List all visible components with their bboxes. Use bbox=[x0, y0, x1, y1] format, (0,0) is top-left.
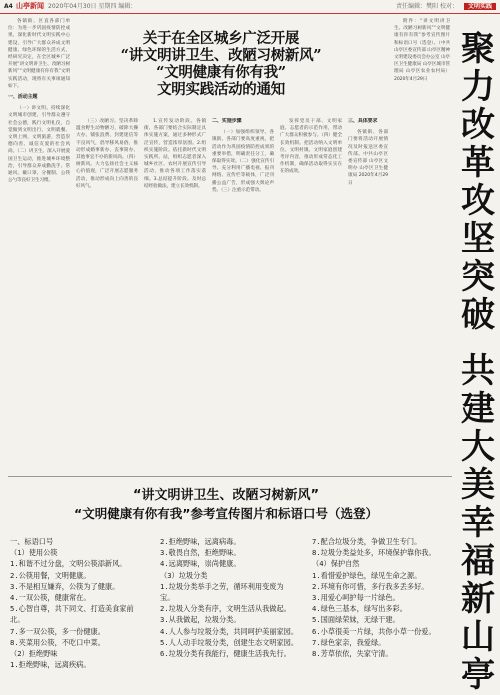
editor-info bbox=[396, 0, 496, 13]
slogan-item: 8.芳草依依，失家守清。 bbox=[312, 649, 393, 659]
slogan-item: 4.人人参与垃圾分类，共同呵护美丽家园。 bbox=[160, 626, 299, 636]
slogan-char: 力 bbox=[461, 67, 495, 107]
slogan-item: 5.国面绿荣妹，无绿干建。 bbox=[312, 615, 400, 625]
slogan-item: 1.和谐不过分盘，文明公筷添新风。 bbox=[10, 559, 127, 569]
slogan-char: 革 bbox=[461, 143, 495, 183]
slogan-item: 1.垃圾分类举手之劳，循环利用变废为 bbox=[160, 581, 284, 591]
slogan-item: 北。 bbox=[10, 615, 25, 625]
article-column bbox=[144, 118, 206, 458]
article-column bbox=[348, 118, 388, 458]
slogan-item: 4.远离野味，崇尚健康。 bbox=[160, 559, 241, 569]
slogan-item: 8.垃圾分类益处多，环境保护靠你我。 bbox=[312, 548, 436, 558]
article-column bbox=[280, 118, 342, 458]
slogan-char: 建 bbox=[461, 389, 495, 429]
slogan-char: 破 bbox=[461, 295, 495, 335]
headline-line: 文明实践活动的通知 bbox=[157, 81, 285, 98]
slogan-item: 3.从我做起，垃圾分类。 bbox=[160, 615, 241, 625]
slogan-list bbox=[160, 536, 305, 659]
section-badge: 文明实践 bbox=[464, 3, 496, 10]
subhead: 一、活动主题 bbox=[8, 94, 38, 101]
slogan-item: 5.人人动手垃圾分类，创建生态文明家园。 bbox=[160, 637, 299, 647]
issue-date: 2020年04月30日 星期四 编辑： bbox=[48, 3, 137, 10]
slogan-item: 1.看惜爱护绿色，绿见生命之源。 bbox=[312, 570, 422, 580]
slogan-char: 坚 bbox=[461, 219, 495, 259]
slogan-item: 1.拒绝野味，远离疾病。 bbox=[10, 660, 91, 670]
slogan-item: 3.用爱心呵护每一片绿色。 bbox=[312, 593, 400, 603]
slogan-list bbox=[10, 536, 155, 670]
slogan-item: 一、标语口号 bbox=[10, 537, 54, 546]
bottom-subtitle: “文明健康有你有我”参考宣传图片和标语口号（选登） bbox=[74, 506, 378, 521]
column-paragraph: 发挥党员干部、文明家庭、志愿者的示范作用，带动广大群众积极参与。（四）健全长效机制。把活动纳入文明单位、文明村镇、文明家庭创建考评内容，推动形成常态化工作机制，确保活动取得实实在在的成效。 bbox=[280, 119, 342, 175]
slogan-item: 2.拒绝野味，远离病毒。 bbox=[160, 537, 241, 546]
slogan-item: 2.环境有你可惜，多行我多丢多好。 bbox=[312, 581, 429, 591]
bottom-title: “讲文明讲卫生、改陋习树新风” bbox=[132, 488, 320, 503]
column-paragraph: （一）加强组织领导。各镇街、各部门要高度重视，把活动作为巩固疫情防控成果的重要举措，明确责任分工，确保取得实效。（二）强化宣传引导。充分利用广播电视、报刊网络、宣传栏等载体，广泛刊播公益广告，形成强大舆论声势。（三）注重示范带动。 bbox=[212, 130, 274, 193]
headline-line: 关于在全区城乡广泛开展 bbox=[142, 30, 300, 47]
slogan-char: 共 bbox=[461, 351, 495, 391]
slogan-list bbox=[312, 536, 452, 659]
slogan-item: 5.心智自尊，共下同文、打造美食家前 bbox=[10, 604, 134, 614]
article-sidebar bbox=[394, 18, 450, 458]
article bbox=[0, 14, 452, 474]
slogan-item: 宝。 bbox=[160, 593, 175, 603]
slogan-item: 6.垃圾分类有我能行，健康生活我先行。 bbox=[160, 649, 291, 659]
column-paragraph: 1.宣传发动阶段。各镇街、各部门要结合实际制定具体实施方案，通过多种形式广泛宣传，营造浓厚氛围。2.组织实施阶段。依托新时代文明实践所、站，组织志愿者深入城乡社区、农村开展宣传引导活动，推动各项工作落实落细。3.总结提升阶段。及时总结经验做法，建立长效机制。 bbox=[144, 119, 206, 189]
article-column bbox=[8, 18, 70, 458]
slogan-char: 攻 bbox=[461, 181, 495, 221]
newspaper-brand: 山亭新闻 bbox=[16, 2, 44, 10]
slogan-char: 幸 bbox=[461, 503, 495, 543]
slogan-item: 6.小草很美一片绿，共你小草一份爱。 bbox=[312, 626, 436, 636]
vertical-slogan bbox=[458, 30, 498, 694]
slogan-item: 2.垃圾入分类有序，文明生活从我做起。 bbox=[160, 604, 291, 614]
slogan-char: 山 bbox=[461, 617, 495, 657]
slogan-item: 4.绿色三基本，绿写出多彩。 bbox=[312, 604, 407, 614]
article-column bbox=[76, 118, 138, 458]
slogan-char: 突 bbox=[461, 257, 495, 297]
slogan-item: 7.绿色家亲，我爱绿。 bbox=[312, 637, 386, 647]
slogan-item: 4.一双公筷，健康常在。 bbox=[10, 593, 91, 603]
slogan-item: 7.多一双公筷，多一份健康。 bbox=[10, 626, 105, 636]
page-header bbox=[0, 0, 500, 14]
slogan-char: 聚 bbox=[461, 29, 495, 69]
slogan-char: 美 bbox=[461, 465, 495, 505]
slogan-item: （3）垃圾分类 bbox=[160, 570, 208, 580]
article-column bbox=[212, 118, 274, 458]
column-paragraph: （一）讲文明。持续深化文明城市创建，引导群众遵守社会公德，践行文明礼仪，自觉做到文明出行、文明就餐、文明上网、文明旅游，营造崇德向善、诚信友爱的社会风尚。（二）讲卫生。深入开展爱国卫生运动，推进城乡环境整治，引导群众养成勤洗手、常通风、戴口罩、分餐制、公筷公勺等良好卫生习惯。 bbox=[8, 106, 70, 184]
headline-line: “文明健康有你有我” bbox=[156, 64, 286, 81]
headline-line: “讲文明讲卫生、改陋习树新风” bbox=[120, 47, 322, 64]
slogan-char: 福 bbox=[461, 541, 495, 581]
slogan-char: 改 bbox=[461, 105, 495, 145]
subhead: 二、实施步骤 bbox=[212, 118, 242, 124]
page-number: A4 bbox=[4, 3, 13, 10]
slogan-item: （4）保护自然 bbox=[312, 559, 360, 569]
subhead: 三、具体要求 bbox=[348, 118, 378, 124]
slogan-item: 8.夹菜用公筷，不吃口中菜。 bbox=[10, 637, 105, 647]
column-paragraph: 各镇街、区直各部门单位：为进一步巩固疫情防控成果，深化新时代文明实践中心建设，引导广大群众养成文明健康、绿色环保的生活方式，经研究决定，在全区城乡广泛开展“讲文明讲卫生、改陋习树新风”“文明健康有你有我”文明实践活动，现将有关事项通知如下。 bbox=[8, 19, 70, 89]
slogan-item: 2.公筷用餐，文明健康。 bbox=[10, 570, 91, 580]
slogan-item: 7.配合垃圾分类，争做卫生专门。 bbox=[312, 537, 422, 546]
article-headline bbox=[90, 30, 352, 98]
column-paragraph: 各镇街、各部门要将活动开展情况及时报送区委宣传部。中共山亭区委宣传部 山亭区文明办 山亭区卫生健康局 2020年4月29日 bbox=[348, 130, 388, 186]
slogan-item: 3.敬畏自然，拒绝野味。 bbox=[160, 548, 241, 558]
slogan-char: 亭 bbox=[461, 655, 495, 695]
slogan-item: （1）使用公筷 bbox=[10, 548, 58, 558]
column-paragraph: 附件：“讲文明讲卫生、改陋习树新风”“文明健康有你有我”参考宣传图片和标语口号（选登）。（中共山亭区委宣传部 山亭区精神文明建设委员会办公室 山亭区卫生健康局 山亭区城市管理局 山亭区农业农村局）2020年4月29日 bbox=[394, 19, 450, 82]
editor-text: 责任编辑：樊阳 校对： bbox=[396, 3, 459, 10]
column-paragraph: （三）改陋习。坚决革除滥食野生动物陋习，破除大操大办、铺张浪费、封建迷信等不良风气，倡导移风易俗，推动形成婚事新办、丧事简办、其他事宜不办的新风尚。（四）树新风。大力弘扬社会主义核心价值观，广泛开展志愿服务活动，推动形成向上向善的良好风气。 bbox=[76, 119, 138, 189]
slogan-char: 新 bbox=[461, 579, 495, 619]
slogan-item: （2）拒绝野味 bbox=[10, 649, 58, 659]
section-divider bbox=[8, 476, 452, 477]
slogan-item: 3.不是相互嫌弃，公筷为了健康。 bbox=[10, 581, 120, 591]
slogan-char: 大 bbox=[461, 427, 495, 467]
